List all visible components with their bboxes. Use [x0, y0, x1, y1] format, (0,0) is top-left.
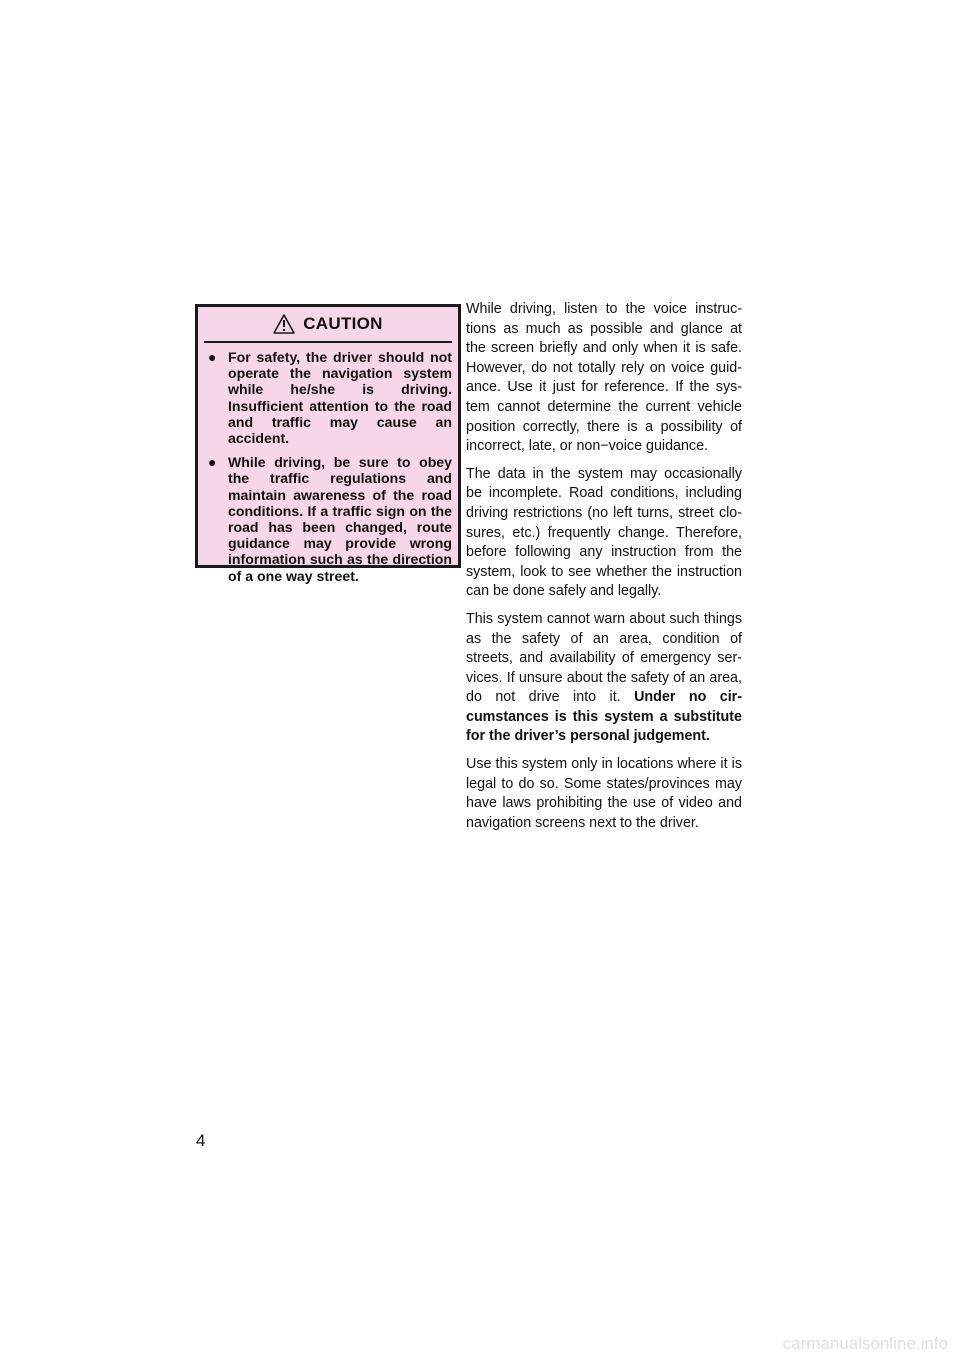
paragraph-safety-text: This system cannot warn about such things as the safety of an area, condition of streets, and availability of emergency ser-vices. If unsure about the safety of an area, do not drive into it. [466, 610, 742, 706]
caution-item-text: While driving, be sure to obey the traffic regulations and maintain awareness of the road conditions. If a traffic sign on the road has been changed, route guidance may provide wrong information such as the direction of a one way street. [228, 454, 452, 584]
caution-item [208, 349, 452, 446]
paragraph-safety-emphasis: Under no cir-cumstances is this system a substitute for the driver’s personal judgement. [466, 689, 742, 745]
bullet-icon: ● [208, 349, 217, 365]
paragraph-legal-use: Use this system only in locations where it is legal to do so. Some states/provinces may have laws prohibiting the use of video and navigation screens next to the driver. [466, 756, 742, 831]
paragraph-data-incomplete: The data in the system may occasionally be incomplete. Road conditions, including driving restrictions (no left turns, street clo-sures, etc.) frequently change. Therefore, before following any instruction from the system, look to see whether the instruction can be done safely and legally. [466, 465, 742, 600]
caution-item [208, 454, 452, 584]
caution-item-text: For safety, the driver should not operate the navigation system while he/she is driving. Insufficient attention to the road and traffic may cause an accident. [228, 349, 452, 447]
page-number: 4 [196, 1131, 206, 1150]
bullet-icon: ● [208, 454, 217, 471]
paragraph-safety-warning [466, 610, 742, 747]
caution-list [198, 343, 458, 584]
caution-box [195, 304, 461, 584]
body-text-column [466, 300, 742, 841]
warning-triangle-icon [273, 314, 295, 334]
caution-header [204, 307, 452, 343]
caution-title: CAUTION [303, 314, 383, 333]
paragraph-voice-guidance: While driving, listen to the voice instruc-tions as much as possible and glance at the screen briefly and only when it is safe. However, do not totally rely on voice guid-ance. Use it just for reference. If the sys-tem cannot determine the current vehicle position correctly, there is a possibility of incorrect, late, or non−voice guidance. [466, 301, 742, 455]
watermark-text: carmanualsonline.info [782, 1334, 948, 1353]
